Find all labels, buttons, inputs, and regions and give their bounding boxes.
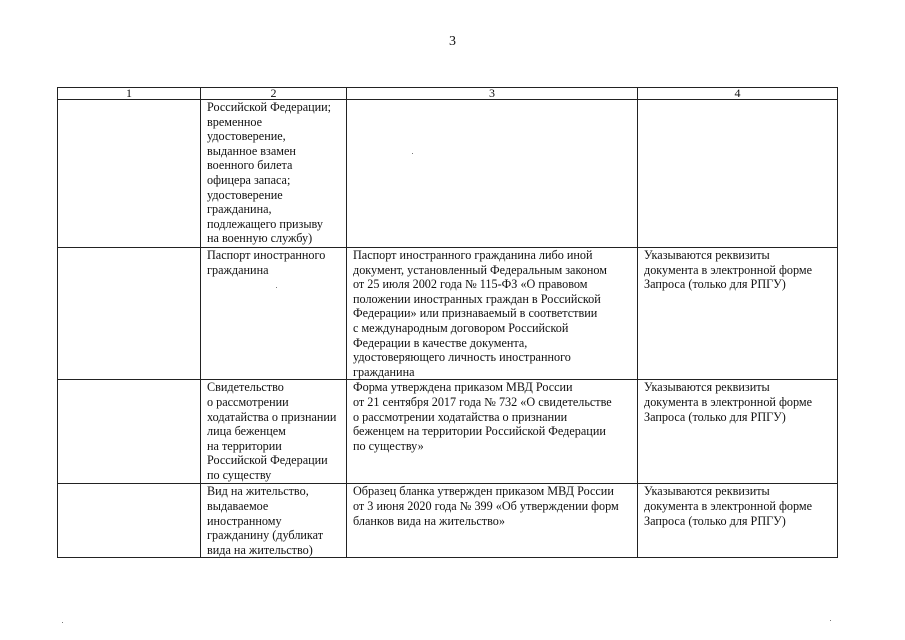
document-type-text: Свидетельство о рассмотрении ходатайства о признании лица беженцем на территории Российской Федерации по существу <box>207 380 337 482</box>
table-cell-col1 <box>58 248 201 380</box>
document-description-text: Паспорт иностранного гражданина либо иной документ, установленный Федеральным законом от 25 июля 2002 года № 115-ФЗ «О правовом положении иностранных граждан в Российской Федерации» или признаваемый в соответствии с международным договором Российской Федерации в качестве документа, удостоверяющего личность иностранного гражданина <box>353 248 607 379</box>
table-cell-document-description <box>347 248 638 380</box>
table-row <box>58 100 838 248</box>
column-header-4: 4 <box>638 88 838 100</box>
table-header-row <box>58 88 838 100</box>
table-cell-document-description <box>347 484 638 558</box>
scan-speck <box>276 287 277 288</box>
column-header-3: 3 <box>347 88 638 100</box>
document-type-text: Паспорт иностранного гражданина <box>207 248 326 277</box>
page-number: 3 <box>449 34 456 49</box>
table-row <box>58 248 838 380</box>
table-row <box>58 380 838 484</box>
document-type-text: Вид на жительство, выдаваемое иностранному гражданину (дубликат вида на жительство) <box>207 484 324 557</box>
table-cell-document-type <box>201 100 347 248</box>
scan-speck <box>62 622 63 623</box>
table-cell-requisites <box>638 484 838 558</box>
requisites-text: Указываются реквизиты документа в электронной форме Запроса (только для РПГУ) <box>644 484 813 528</box>
requisites-text: Указываются реквизиты документа в электронной форме Запроса (только для РПГУ) <box>644 380 813 424</box>
requisites-text: Указываются реквизиты документа в электронной форме Запроса (только для РПГУ) <box>644 248 813 292</box>
column-header-2: 2 <box>201 88 347 100</box>
table-cell-requisites <box>638 248 838 380</box>
table-cell-document-type <box>201 484 347 558</box>
table-cell-document-description <box>347 380 638 484</box>
scan-speck <box>830 620 831 621</box>
table-cell-document-type <box>201 380 347 484</box>
table-cell-col1 <box>58 380 201 484</box>
table-row <box>58 484 838 558</box>
table-cell-col1 <box>58 100 201 248</box>
scan-speck <box>412 153 413 154</box>
document-type-text: Российской Федерации; временное удостоверение, выданное взамен военного билета офицера запаса; удостоверение гражданина, подлежащего призыву на военную службу) <box>207 100 332 246</box>
table-cell-requisites <box>638 380 838 484</box>
document-description-text: Форма утверждена приказом МВД России от 21 сентября 2017 года № 732 «О свидетельстве о рассмотрении ходатайства о признании беженцем на территории Российской Федерации по существу» <box>353 380 612 453</box>
table-cell-document-description <box>347 100 638 248</box>
table-cell-requisites <box>638 100 838 248</box>
document-table <box>57 87 838 558</box>
column-header-1: 1 <box>58 88 201 100</box>
document-description-text: Образец бланка утвержден приказом МВД России от 3 июня 2020 года № 399 «Об утверждении форм бланков вида на жительство» <box>353 484 619 528</box>
table-cell-col1 <box>58 484 201 558</box>
table-cell-document-type <box>201 248 347 380</box>
